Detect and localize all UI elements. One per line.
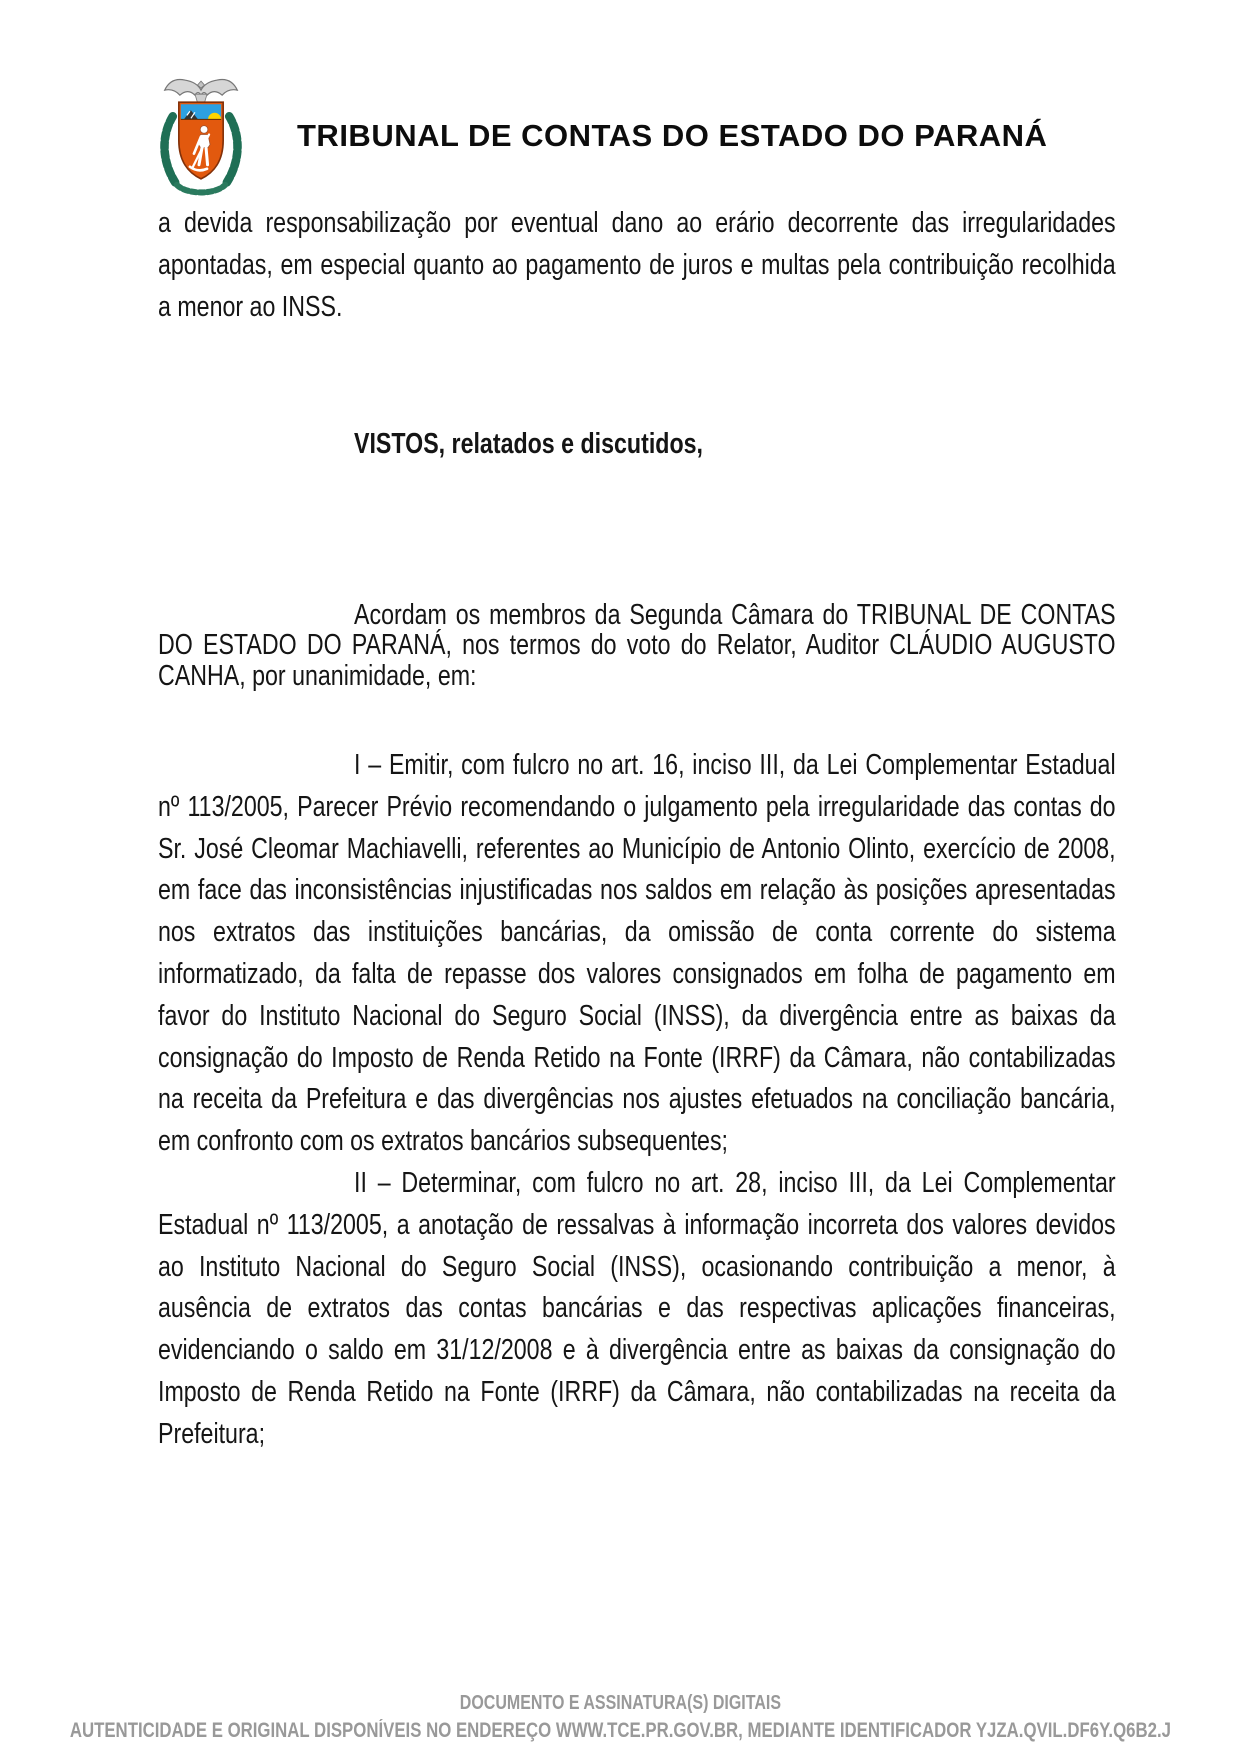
item-ii-paragraph: II – Determinar, com fulcro no art. 28, inciso III, da Lei Complementar Estadual nº 113/2005, a anotação de ressalvas à informação incorreta dos valores devidos ao Instituto Nacional do Seguro Social (INSS), ocasionando contribuição a menor, à ausência de extratos das contas bancárias e das respectivas aplicações financeiras, evidenciando o saldo em 31/12/2008 e à divergência entre as baixas da consignação do Imposto de Renda Retido na Fonte (IRRF) da Câmara, não contabilizadas na receita da Prefeitura;: [158, 1166, 1116, 1450]
vistos-line: VISTOS, relatados e discutidos,: [354, 428, 703, 460]
item-i-paragraph: I – Emitir, com fulcro no art. 16, inciso III, da Lei Complementar Estadual nº 113/2005, Parecer Prévio recomendando o julgamento pela irregularidade das contas do Sr. José Cleomar Machiavelli, referentes ao Município de Antonio Olinto, exercício de 2008, em face das inconsistências injustificadas nos saldos em relação às posições apresentadas nos extratos das instituições bancárias, da omissão de conta corrente do sistema informatizado, da falta de repasse dos valores consignados em folha de pagamento em favor do Instituto Nacional do Seguro Social (INSS), da divergência entre as baixas da consignação do Imposto de Renda Retido na Fonte (IRRF) da Câmara, não contabilizadas na receita da Prefeitura e das divergências nos ajustes efetuados na conciliação bancária, em confronto com os extratos bancários subsequentes;: [158, 749, 1116, 1158]
acordam-paragraph: Acordam os membros da Segunda Câmara do TRIBUNAL DE CONTAS DO ESTADO DO PARANÁ, nos termos do voto do Relator, Auditor CLÁUDIO AUGUSTO CANHA, por unanimidade, em:: [158, 599, 1116, 692]
parana-coat-of-arms-icon: [156, 74, 246, 200]
page-title: TRIBUNAL DE CONTAS DO ESTADO DO PARANÁ: [297, 118, 1048, 153]
footer-digital-signature-line: DOCUMENTO E ASSINATURA(S) DIGITAIS: [459, 1692, 781, 1714]
footer-authenticity-line: AUTENTICIDADE E ORIGINAL DISPONÍVEIS NO ENDEREÇO WWW.TCE.PR.GOV.BR, MEDIANTE IDENTIFICADOR YJZA.QVIL.DF6Y.Q6B2.J: [69, 1719, 1171, 1742]
decision-items: [158, 745, 1116, 1456]
opening-paragraph: a devida responsabilização por eventual dano ao erário decorrente das irregularidades apontadas, em especial quanto ao pagamento de juros e multas pela contribuição recolhida a menor ao INSS.: [158, 207, 1116, 323]
